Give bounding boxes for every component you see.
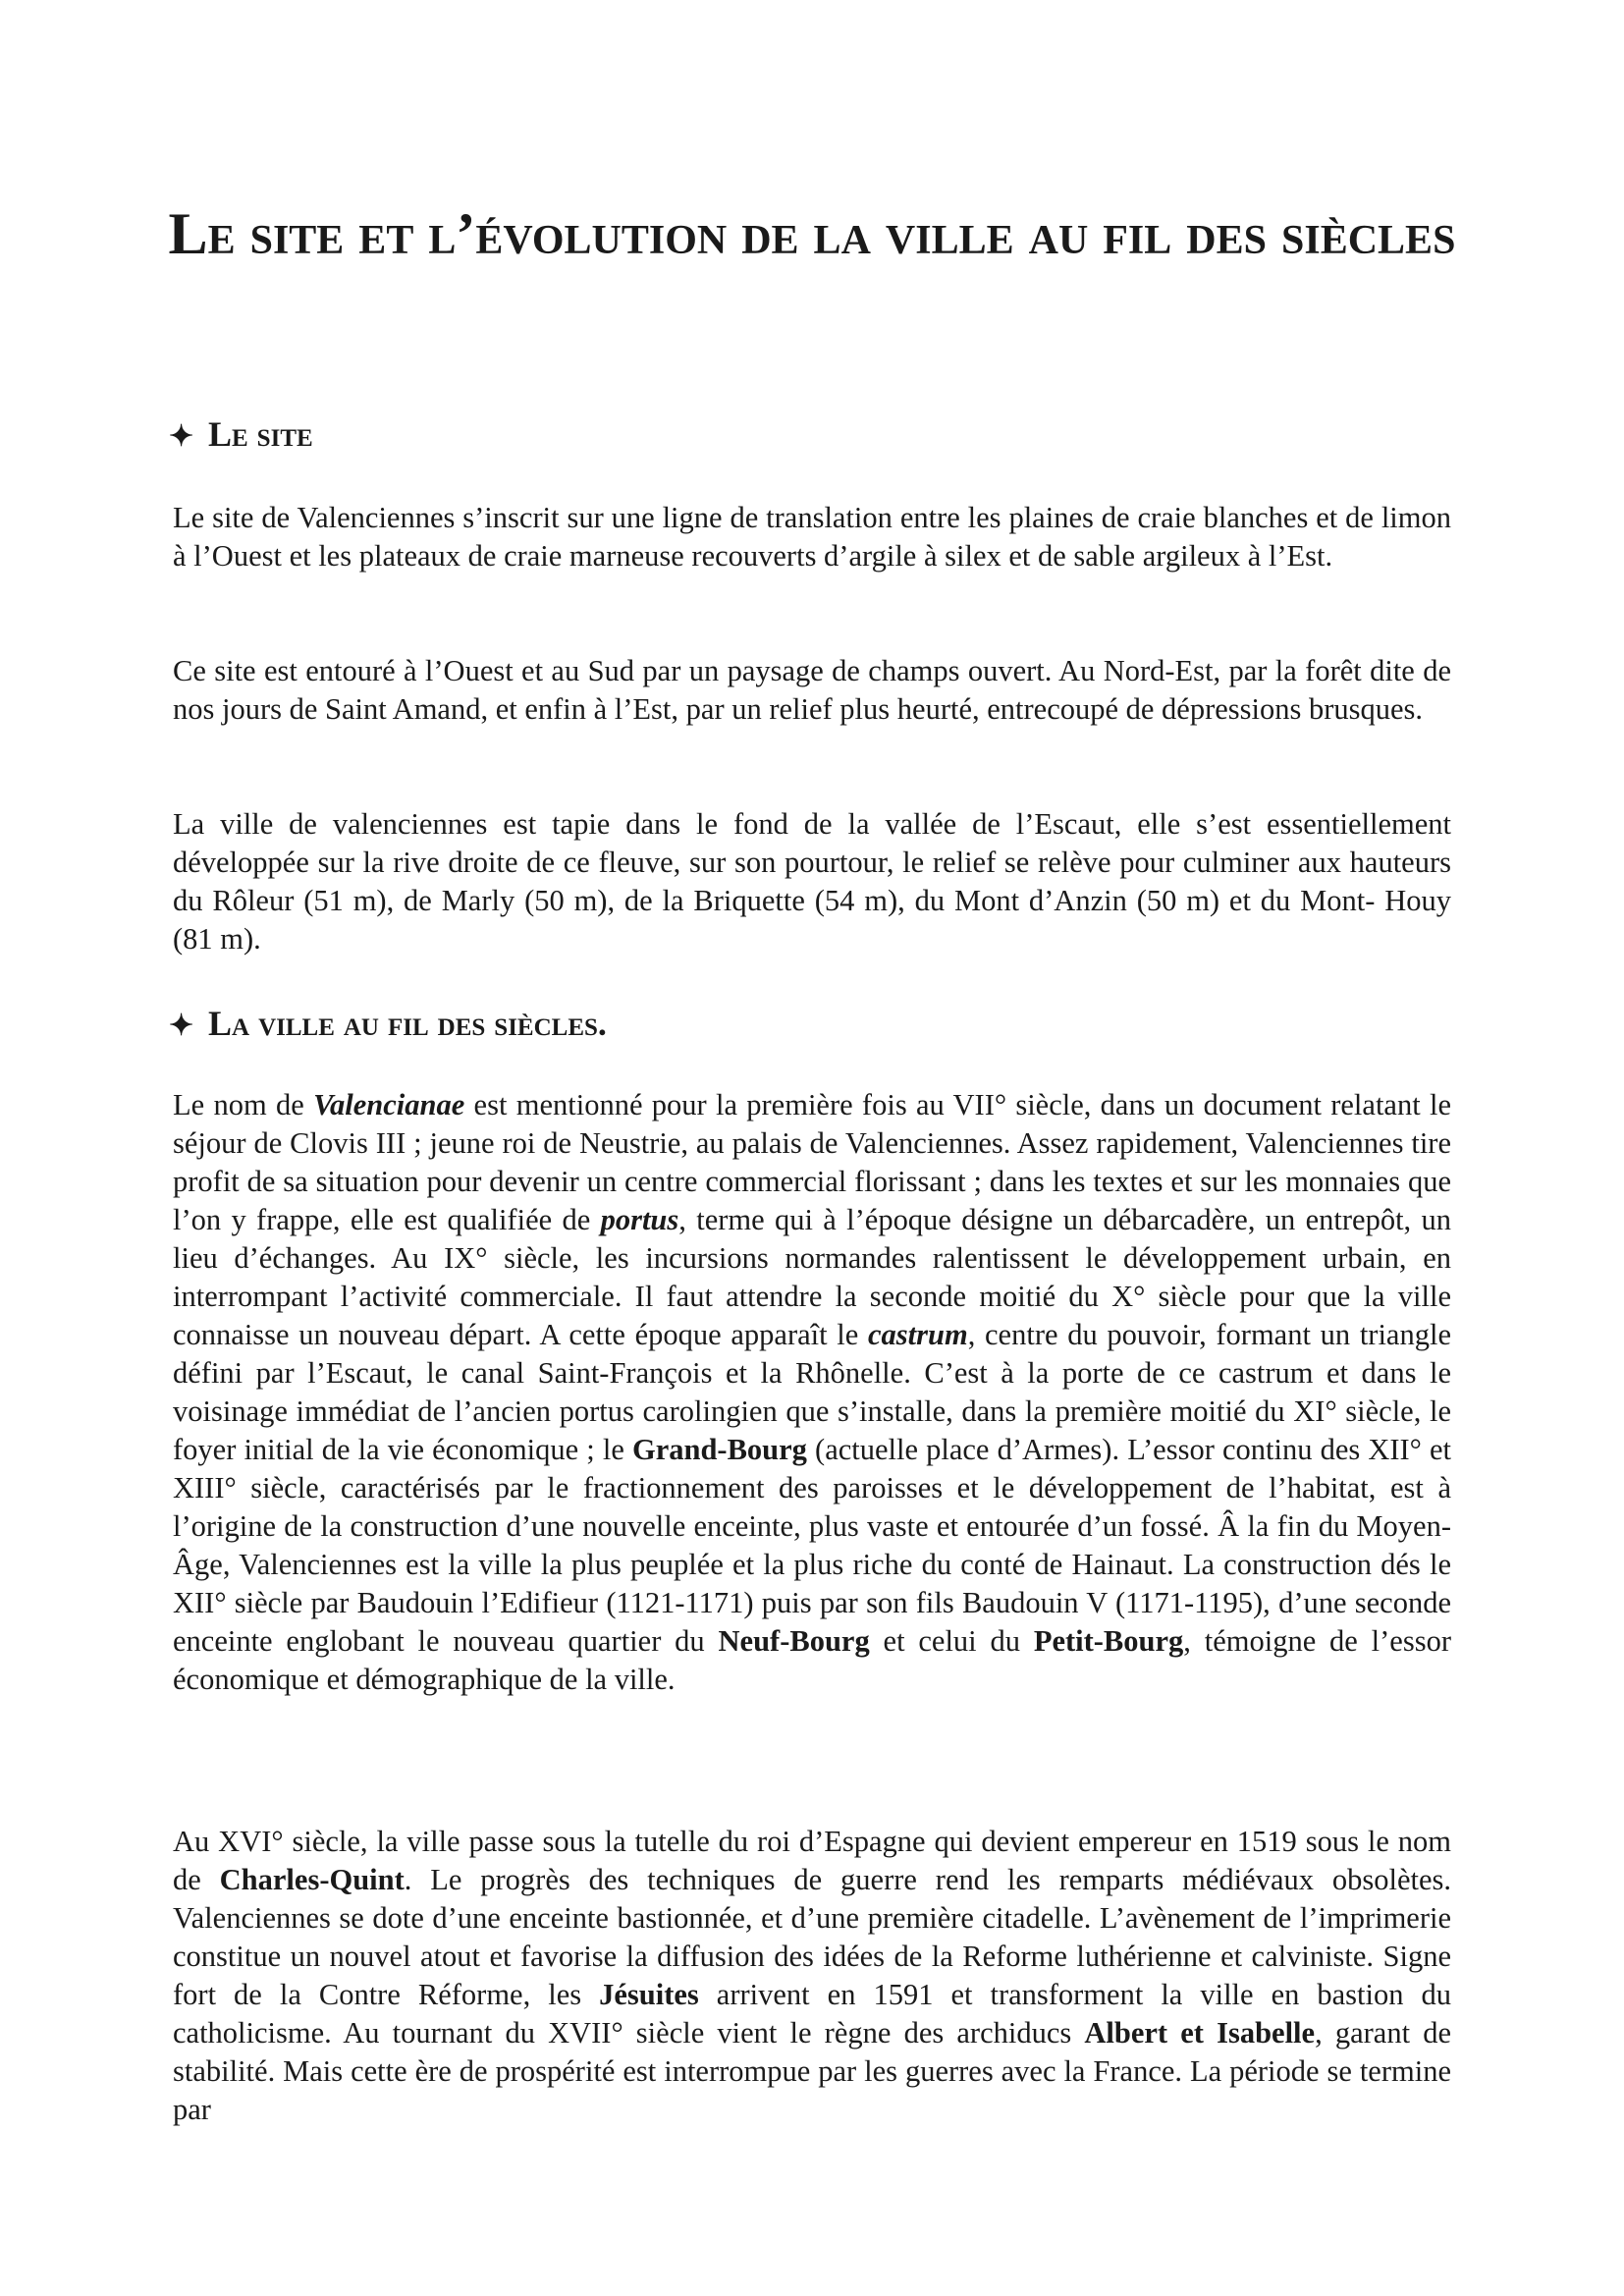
text-run: Le nom de — [173, 1088, 314, 1121]
paragraph-site-location: Le site de Valenciennes s’inscrit sur une ligne de translation entre les plaines de craie blanches et de limon à l’Ouest et les plateaux de craie marneuse recouverts d’argile à silex et de sable argileux à l’Est. — [173, 501, 1451, 573]
paragraph-history-sixteenth-century — [173, 1823, 1451, 2129]
paragraph-history-middle-ages — [173, 1086, 1451, 1699]
term-neuf-bourg: Neuf-Bourg — [718, 1624, 870, 1658]
term-jesuites: Jésuites — [599, 1978, 699, 2011]
star-bullet-icon: ✦ — [169, 1010, 194, 1042]
text-run: . Le progrès des techniques de guerre rend les remparts médiévaux obsolètes. Valenciennes se dote d’une enceinte bastionnée, et d’une première citadelle. L’avènement de l’imprimerie constitue un nouvel atout et favorise la diffusion des idées de la Reforme luthérienne et calviniste. Signe fort de la Contre Réforme, les — [173, 1863, 1451, 2011]
paragraph-site-relief: La ville de valenciennes est tapie dans le fond de la vallée de l’Escaut, elle s’est essentiellement développée sur la rive droite de ce fleuve, sur son pourtour, le relief se relève pour culminer aux hauteurs du Rôleur (51 m), de Marly (50 m), de la Briquette (54 m), du Mont d’Anzin (50 m) et du Mont- Houy (81 m). — [173, 807, 1451, 956]
section-heading-label: Le site — [208, 414, 313, 454]
star-bullet-icon: ✦ — [169, 420, 194, 453]
text-run: Au XVI° siècle, la ville passe sous la tutelle du roi d’Espagne qui devient empereur en 1519 sous le nom de — [173, 1825, 1451, 1896]
page-title: Le site et l’évolution de la ville au fil des siècles — [168, 201, 1456, 266]
term-portus: portus — [600, 1203, 679, 1236]
section-heading-le-site — [169, 412, 313, 459]
text-run: , garant de stabilité. Mais cette ère de prospérité est interrompue par les guerres avec la France. La période se termine par — [173, 2016, 1451, 2126]
text-run: , terme qui à l’époque désigne un débarcadère, un entrepôt, un lieu d’échanges. Au IX° siècle, les incursions normandes ralentissent le développement urbain, en interrompant l’activité commerciale. Il faut attendre la seconde moitié du X° siècle pour que la ville connaisse un nouveau départ. A cette époque apparaît le — [173, 1203, 1451, 1351]
text-run: arrivent en 1591 et transforment la ville en bastion du catholicisme. Au tournant du XVII° siècle vient le règne des archiducs — [173, 1978, 1451, 2050]
term-grand-bourg: Grand-Bourg — [632, 1433, 807, 1466]
section-heading-label: La ville au fil des siècles. — [208, 1004, 607, 1043]
text-run: (actuelle place d’Armes). L’essor continu des XII° et XIII° siècle, caractérisés par le fractionnement des paroisses et le développement de l’habitat, est à l’origine de la construction d’une nouvelle enceinte, plus vaste et entourée d’un fossé. Â la fin du Moyen-Âge, Valenciennes est la ville la plus peuplée et la plus riche du conté de Hainaut. La construction dés le XII° siècle par Baudouin l’Edifieur (1121-1171) puis par son fils Baudouin V (1171-1195), d’une seconde enceinte englobant le nouveau quartier du — [173, 1433, 1451, 1658]
section-heading-la-ville — [169, 1002, 607, 1048]
term-albert-isabelle: Albert et Isabelle — [1084, 2016, 1316, 2050]
term-valencianae: Valencianae — [313, 1088, 465, 1121]
paragraph-site-surroundings: Ce site est entouré à l’Ouest et au Sud par un paysage de champs ouvert. Au Nord-Est, par la forêt dite de nos jours de Saint Amand, et enfin à l’Est, par un relief plus heurté, entrecoupé de dépressions brusques. — [173, 654, 1451, 726]
term-charles-quint: Charles-Quint — [219, 1863, 405, 1896]
text-run: et celui du — [869, 1624, 1034, 1658]
text-run: , centre du pouvoir, formant un triangle défini par l’Escaut, le canal Saint-François et la Rhônelle. C’est à la porte de ce castrum et dans le voisinage immédiat de l’ancien portus carolingien que s’installe, dans la première moitié du XI° siècle, le foyer initial de la vie économique ; le — [173, 1318, 1451, 1466]
term-petit-bourg: Petit-Bourg — [1033, 1624, 1184, 1658]
text-run: , témoigne de l’essor économique et démographique de la ville. — [173, 1624, 1451, 1696]
text-run: est mentionné pour la première fois au VII° siècle, dans un document relatant le séjour de Clovis III ; jeune roi de Neustrie, au palais de Valenciennes. Assez rapidement, Valenciennes tire profit de sa situation pour devenir un centre commercial florissant ; dans les textes et sur les monnaies que l’on y frappe, elle est qualifiée de — [173, 1088, 1451, 1236]
term-castrum: castrum — [868, 1318, 968, 1351]
